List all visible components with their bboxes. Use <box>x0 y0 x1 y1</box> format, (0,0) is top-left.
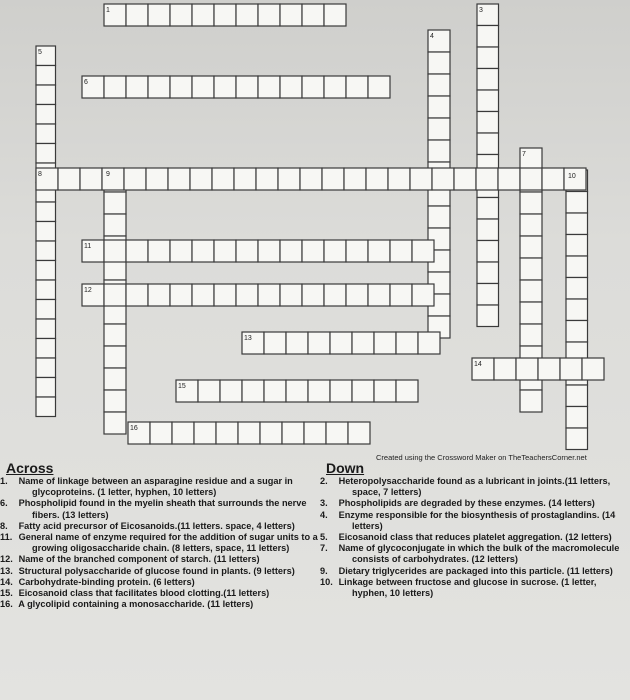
grid-cell[interactable] <box>582 358 604 380</box>
grid-cell[interactable] <box>346 284 368 306</box>
grid-cell[interactable] <box>282 422 304 444</box>
grid-number: 14 <box>474 361 482 368</box>
grid-cell[interactable] <box>104 324 126 346</box>
clue-text: Fatty acid precursor of Eicosanoids.(11 letters. space, 4 letters) <box>18 520 295 531</box>
grid-cell[interactable] <box>428 52 450 74</box>
grid-cell[interactable] <box>36 339 56 359</box>
grid-cell[interactable] <box>302 284 324 306</box>
clue-text: Name of the branched component of starch. (11 letters) <box>18 554 260 565</box>
grid-cell[interactable] <box>36 124 56 144</box>
grid-cell[interactable] <box>36 85 56 105</box>
grid-cell[interactable] <box>412 284 434 306</box>
grid-cell[interactable] <box>560 358 582 380</box>
grid-cell[interactable] <box>148 4 170 26</box>
grid-cell[interactable] <box>520 192 542 214</box>
grid-cell[interactable] <box>304 422 326 444</box>
grid-cell[interactable] <box>390 284 412 306</box>
grid-cell[interactable] <box>428 118 450 140</box>
grid-cell[interactable] <box>124 168 146 190</box>
grid-cell[interactable] <box>388 168 410 190</box>
grid-cell[interactable] <box>428 74 450 96</box>
clue-text: Dietary triglycerides are packaged into this particle. (11 letters) <box>338 565 613 576</box>
clue-text: Structural polysaccharide of glucose found in plants. (9 letters) <box>18 565 295 576</box>
grid-cell[interactable] <box>280 240 302 262</box>
grid-cell[interactable] <box>520 258 542 280</box>
grid-cell[interactable] <box>256 168 278 190</box>
grid-cell[interactable] <box>566 407 588 429</box>
grid-cell[interactable] <box>566 256 588 278</box>
grid-cell[interactable] <box>498 168 520 190</box>
clue-text: Phospholipid found in the myelin sheath that surrounds the nerve fibers. (13 letters) <box>18 498 307 520</box>
clue-text: A glycolipid containing a monosaccharide. (11 letters) <box>18 599 254 610</box>
grid-cell[interactable] <box>477 112 499 134</box>
grid-cell[interactable] <box>170 4 192 26</box>
grid-number: 3 <box>479 7 483 14</box>
across-clue: 1. Name of linkage between an asparagine residue and a sugar in glycoproteins. (1 letter, hyphen, 10 letters) <box>0 476 293 498</box>
grid-cell[interactable] <box>198 380 220 402</box>
down-clue: 7. Name of glycoconjugate in which the bulk of the macromolecule consists of carbohydrates. (12 letters) <box>320 543 620 565</box>
grid-cell[interactable] <box>216 422 238 444</box>
down-clue: 5. Eicosanoid class that reduces platelet aggregation. (12 letters) <box>320 532 612 543</box>
grid-number: 15 <box>178 383 186 390</box>
grid-cell[interactable] <box>538 358 560 380</box>
grid-cell[interactable] <box>258 76 280 98</box>
clue-text: Carbohydrate-binding protein. (6 letters) <box>18 576 195 587</box>
down-clue: 3. Phospholipids are degraded by these enzymes. (14 letters) <box>320 498 595 509</box>
grid-cell[interactable] <box>242 380 264 402</box>
grid-cell[interactable] <box>348 422 370 444</box>
clue-text: Eicosanoid class that reduces platelet aggregation. (12 letters) <box>338 532 612 543</box>
grid-cell[interactable] <box>236 284 258 306</box>
grid-cell[interactable] <box>238 422 260 444</box>
grid-cell[interactable] <box>280 284 302 306</box>
grid-number: 12 <box>84 287 92 294</box>
grid-cell[interactable] <box>286 332 308 354</box>
grid-cell[interactable] <box>368 240 390 262</box>
grid-cell[interactable] <box>148 284 170 306</box>
grid-cell[interactable] <box>428 140 450 162</box>
grid-cell[interactable] <box>368 76 390 98</box>
grid-cell[interactable] <box>258 240 280 262</box>
across-clue: 6. Phospholipid found in the myelin sheath that surrounds the nerve fibers. (13 letters) <box>0 498 307 520</box>
grid-cell[interactable] <box>104 284 126 306</box>
grid-cell[interactable] <box>412 240 434 262</box>
grid-cell[interactable] <box>36 66 56 86</box>
grid-number: 4 <box>430 33 434 40</box>
grid-cell[interactable] <box>454 168 476 190</box>
grid-cell[interactable] <box>220 380 242 402</box>
grid-cell[interactable] <box>410 168 432 190</box>
grid-cell[interactable] <box>477 198 499 220</box>
grid-cell[interactable] <box>170 284 192 306</box>
clue-text: General name of enzyme required for the addition of sugar units to a growing oligosaccharide chain. (8 letters, space, 11 letters) <box>18 532 318 554</box>
down-clues <box>320 460 626 599</box>
grid-cell[interactable] <box>260 422 282 444</box>
grid-number: 13 <box>244 335 252 342</box>
grid-cell[interactable] <box>126 4 148 26</box>
grid-cell[interactable] <box>104 214 126 236</box>
grid-cell[interactable] <box>36 241 56 261</box>
grid-cell[interactable] <box>477 90 499 112</box>
clue-text: Enzyme responsible for the biosynthesis of prostaglandins. (14 letters) <box>338 509 616 531</box>
across-clue: 15. Eicosanoid class that facilitates blood clotting.(11 letters) <box>0 588 270 599</box>
grid-cell[interactable] <box>352 380 374 402</box>
grid-cell[interactable] <box>192 76 214 98</box>
grid-cell[interactable] <box>322 168 344 190</box>
grid-cell[interactable] <box>280 4 302 26</box>
across-clues <box>0 460 324 610</box>
grid-cell[interactable] <box>344 168 366 190</box>
grid-cell[interactable] <box>258 4 280 26</box>
grid-cell[interactable] <box>352 332 374 354</box>
grid-cell[interactable] <box>236 240 258 262</box>
grid-cell[interactable] <box>346 76 368 98</box>
grid-cell[interactable] <box>104 346 126 368</box>
grid-number: 10 <box>568 173 576 180</box>
grid-cell[interactable] <box>36 378 56 398</box>
grid-cell[interactable] <box>432 168 454 190</box>
grid-cell[interactable] <box>390 240 412 262</box>
grid-cell[interactable] <box>477 219 499 241</box>
grid-cell[interactable] <box>300 168 322 190</box>
grid-cell[interactable] <box>104 76 126 98</box>
clue-text: Name of glycoconjugate in which the bulk of the macromolecule consists of carbohydrates. (12 letters) <box>338 543 620 565</box>
grid-cell[interactable] <box>374 332 396 354</box>
clue-text: Linkage between fructose and glucose in sucrose. (1 letter, hyphen, 10 letters) <box>338 576 597 599</box>
grid-cell[interactable] <box>418 332 440 354</box>
grid-number: 9 <box>106 171 110 178</box>
down-clue: 4. Enzyme responsible for the biosynthesis of prostaglandins. (14 letters) <box>320 509 616 531</box>
grid-cell[interactable] <box>214 284 236 306</box>
across-clue: 13. Structural polysaccharide of glucose found in plants. (9 letters) <box>0 565 295 576</box>
grid-cell[interactable] <box>148 240 170 262</box>
grid-cell[interactable] <box>374 380 396 402</box>
grid-cell[interactable] <box>80 168 102 190</box>
grid-cell[interactable] <box>566 299 588 321</box>
grid-number: 6 <box>84 79 88 86</box>
grid-cell[interactable] <box>36 261 56 281</box>
grid-cell[interactable] <box>172 422 194 444</box>
grid-cell[interactable] <box>326 422 348 444</box>
down-heading: Down <box>326 460 365 476</box>
grid-cell[interactable] <box>190 168 212 190</box>
grid-number: 11 <box>84 243 92 250</box>
grid-cell[interactable] <box>36 280 56 300</box>
grid-cell[interactable] <box>520 302 542 324</box>
grid-cell[interactable] <box>566 192 588 214</box>
grid-cell[interactable] <box>477 133 499 155</box>
grid-cell[interactable] <box>477 262 499 284</box>
grid-cell[interactable] <box>236 76 258 98</box>
across-clue: 8. Fatty acid precursor of Eicosanoids.(11 letters. space, 4 letters) <box>0 520 295 531</box>
grid-cell[interactable] <box>428 96 450 118</box>
grid-cell[interactable] <box>324 76 346 98</box>
grid-cell[interactable] <box>126 76 148 98</box>
grid-cell[interactable] <box>324 4 346 26</box>
grid-cell[interactable] <box>104 192 126 214</box>
grid-cell[interactable] <box>566 235 588 257</box>
grid-cell[interactable] <box>324 284 346 306</box>
grid-cell[interactable] <box>214 76 236 98</box>
grid-cell[interactable] <box>566 278 588 300</box>
clue-text: Heteropolysaccharide found as a lubricant in joints.(11 letters, space, 7 letters) <box>338 476 611 498</box>
grid-cell[interactable] <box>476 168 498 190</box>
grid-cell[interactable] <box>566 321 588 343</box>
grid-cell[interactable] <box>36 300 56 320</box>
grid-cell[interactable] <box>308 332 330 354</box>
grid-cell[interactable] <box>214 240 236 262</box>
grid-cell[interactable] <box>308 380 330 402</box>
grid-cell[interactable] <box>126 284 148 306</box>
grid-cell[interactable] <box>566 385 588 407</box>
grid-number: 7 <box>522 151 526 158</box>
grid-cell[interactable] <box>168 168 190 190</box>
down-clue: 9. Dietary triglycerides are packaged into this particle. (11 letters) <box>320 565 613 576</box>
grid-cell[interactable] <box>477 284 499 306</box>
clue-text: Phospholipids are degraded by these enzymes. (14 letters) <box>338 498 595 509</box>
grid-cell[interactable] <box>192 240 214 262</box>
grid-cell[interactable] <box>477 47 499 69</box>
grid-cell[interactable] <box>302 4 324 26</box>
grid-cell[interactable] <box>542 168 564 190</box>
grid-cell[interactable] <box>566 428 588 450</box>
grid-cell[interactable] <box>104 240 126 262</box>
grid-cell[interactable] <box>494 358 516 380</box>
grid-cell[interactable] <box>236 4 258 26</box>
grid-cell[interactable] <box>396 332 418 354</box>
grid-cell[interactable] <box>566 213 588 235</box>
grid-cell[interactable] <box>286 380 308 402</box>
grid-cell[interactable] <box>520 390 542 412</box>
grid-cell[interactable] <box>302 76 324 98</box>
grid-cell[interactable] <box>36 144 56 164</box>
grid-cell[interactable] <box>146 168 168 190</box>
clue-text: Eicosanoid class that facilitates blood clotting.(11 letters) <box>18 588 270 599</box>
grid-cell[interactable] <box>330 380 352 402</box>
grid-cell[interactable] <box>280 76 302 98</box>
grid-cell[interactable] <box>192 284 214 306</box>
grid-cell[interactable] <box>330 332 352 354</box>
grid-cell[interactable] <box>36 358 56 378</box>
grid-cell[interactable] <box>302 240 324 262</box>
grid-cell[interactable] <box>104 368 126 390</box>
clue-text: Name of linkage between an asparagine residue and a sugar in glycoproteins. (1 letter, hyphen, 10 letters) <box>18 476 293 498</box>
grid-cell[interactable] <box>346 240 368 262</box>
grid-cell[interactable] <box>148 76 170 98</box>
grid-cell[interactable] <box>477 305 499 327</box>
grid-cell[interactable] <box>36 105 56 125</box>
grid-cell[interactable] <box>264 380 286 402</box>
grid-number: 5 <box>38 49 42 56</box>
grid-cell[interactable] <box>368 284 390 306</box>
grid-cell[interactable] <box>170 240 192 262</box>
grid-cell[interactable] <box>477 69 499 91</box>
grid-cell[interactable] <box>104 412 126 434</box>
grid-cell[interactable] <box>520 280 542 302</box>
grid-cell[interactable] <box>520 236 542 258</box>
grid-cell[interactable] <box>36 222 56 242</box>
across-heading: Across <box>6 460 54 476</box>
grid-cell[interactable] <box>520 214 542 236</box>
grid-cell[interactable] <box>194 422 216 444</box>
across-clue: 12. Name of the branched component of starch. (11 letters) <box>0 554 260 565</box>
grid-cell[interactable] <box>516 358 538 380</box>
grid-cell[interactable] <box>520 324 542 346</box>
grid-cell[interactable] <box>214 4 236 26</box>
grid-cell[interactable] <box>278 168 300 190</box>
across-clue: 14. Carbohydrate-binding protein. (6 letters) <box>0 576 195 587</box>
grid-cell[interactable] <box>366 168 388 190</box>
across-clue: 11. General name of enzyme required for the addition of sugar units to a growing oligosaccharide chain. (8 letters, space, 11 letters) <box>0 532 318 554</box>
grid-cell[interactable] <box>104 390 126 412</box>
grid-cell[interactable] <box>36 202 56 222</box>
grid-cell[interactable] <box>264 332 286 354</box>
grid-cell[interactable] <box>396 380 418 402</box>
down-clue: 10. Linkage between fructose and glucose in sucrose. (1 letter, hyphen, 10 letters) <box>320 576 597 599</box>
grid-cell[interactable] <box>192 4 214 26</box>
grid-cell[interactable] <box>477 241 499 263</box>
grid-cell[interactable] <box>324 240 346 262</box>
grid-cell[interactable] <box>258 284 280 306</box>
grid-number: 16 <box>130 425 138 432</box>
grid-cell[interactable] <box>234 168 256 190</box>
grid-cell[interactable] <box>58 168 80 190</box>
grid-number: 1 <box>106 7 110 14</box>
grid-number: 8 <box>38 171 42 178</box>
credit-line: Created using the Crossword Maker on TheTeachersCorner.net <box>376 453 587 462</box>
grid-cell[interactable] <box>212 168 234 190</box>
grid-cell[interactable] <box>126 240 148 262</box>
grid-cell[interactable] <box>36 319 56 339</box>
grid-cell[interactable] <box>428 206 450 228</box>
grid-cell[interactable] <box>150 422 172 444</box>
across-clue: 16. A glycolipid containing a monosaccharide. (11 letters) <box>0 599 254 610</box>
grid-cell[interactable] <box>477 26 499 48</box>
grid-cell[interactable] <box>520 168 542 190</box>
grid-cell[interactable] <box>36 397 56 417</box>
grid-cell[interactable] <box>170 76 192 98</box>
down-clue: 2. Heteropolysaccharide found as a lubricant in joints.(11 letters, space, 7 letters) <box>320 476 611 498</box>
